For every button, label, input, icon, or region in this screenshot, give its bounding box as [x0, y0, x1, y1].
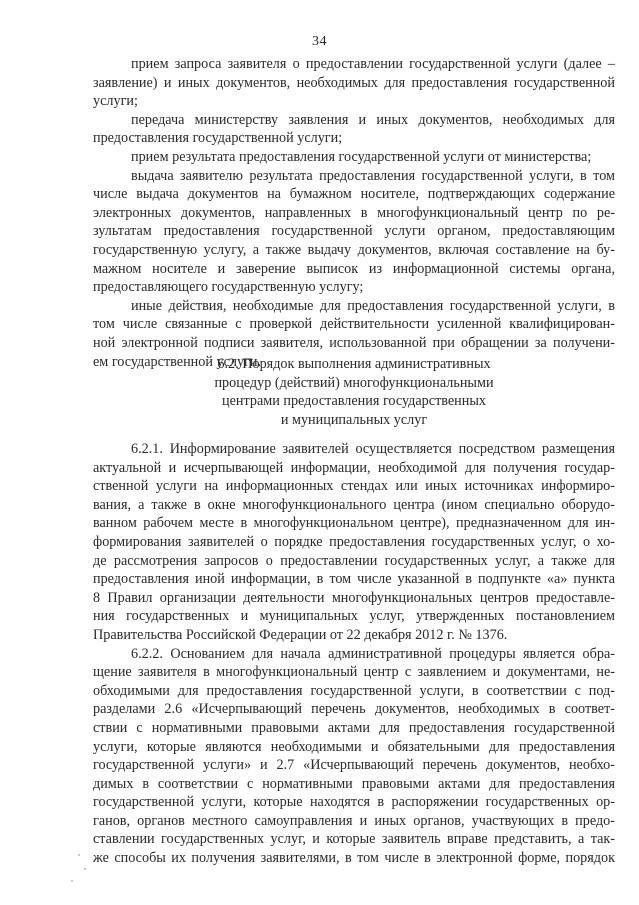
text-line: де рассмотрения запросов о предоставлении государственных услуг, а также для [93, 552, 615, 569]
page-number: 34 [312, 34, 327, 49]
text-line: ния государственных и муниципальных услуг, утвержденных постановлением [93, 608, 615, 625]
heading-line: и муниципальных услуг [280, 411, 428, 428]
text-line: услуги, которые являются необходимыми и обязательными для предоставления [93, 738, 615, 755]
text-line: димых в соответствии с нормативными правовыми актами для предоставления [93, 775, 615, 792]
text-line: государственной услуги, которые находятся в распоряжении государственных ор- [93, 794, 615, 811]
text-line: 6.2.2. Основанием для начала административной процедуры является обра- [131, 645, 615, 662]
text-line: прием запроса заявителя о предоставлении государственной услуги (далее – [131, 56, 615, 72]
text-line: 6.2.1. Информирование заявителей осуществляется посредством размещения [131, 441, 615, 457]
text-line: разделами 2.6 «Исчерпывающий перечень документов, необходимых в соответ- [93, 701, 615, 718]
text-line: предоставления иной информации, в том числе указанной в подпункте «а» пункта [93, 571, 615, 588]
text-line: щение заявителя в многофункциональный центр с заявлением и документами, не- [93, 664, 615, 681]
heading-line: 6.2. Порядок выполнения административных [217, 356, 491, 372]
text-line: 8 Правил организации деятельности многофункциональных центров предоставле- [93, 589, 615, 606]
text-line: же способы их получения заявителями, в том числе в электронной форме, порядок [93, 850, 615, 867]
text-line: актуальной и исчерпывающей информации, необходимой для получения государ- [93, 459, 615, 476]
text-line: ной электронной подписи заявителя, использованной при обращении за получени- [93, 334, 615, 351]
text-line: ем государственной услуги. [93, 353, 262, 370]
text-line: вания, а также в окне многофункционального центра (ином специально оборудо- [93, 496, 615, 513]
text-line: предоставления государственной услуги; [93, 130, 343, 147]
text-line: заявление) и иных документов, необходимых для предоставления государственной [93, 74, 615, 91]
text-line: том числе связанные с проверкой действительности усиленной квалифицирован- [93, 316, 615, 333]
scan-speck [84, 868, 86, 870]
scan-speck [71, 880, 73, 882]
text-line: предоставляющего государственную услугу; [93, 279, 364, 296]
text-line: прием результата предоставления государственной услуги от министерства; [131, 148, 592, 165]
text-line: формирования заявителей о порядке предоставления государственных услуг, о хо- [93, 533, 615, 550]
text-line: передача министерству заявления и иных документов, необходимых для [131, 111, 615, 128]
text-line: зультатам предоставления государственной услуги органом, предоставляющим [93, 223, 615, 240]
text-line: ванном рабочем месте в многофункциональном центре), предназначенном для ин- [93, 515, 615, 532]
text-line: иные действия, необходимые для предоставления государственной услуги, в [131, 297, 615, 314]
text-line: ствии с нормативными правовыми актами для предоставления государственной [93, 719, 615, 736]
scan-speck [78, 854, 80, 856]
text-line: Правительства Российской Федерации от 22 декабря 2012 г. № 1376. [93, 626, 508, 643]
text-line: электронных документов, направленных в многофункциональный центр по ре- [93, 204, 615, 221]
text-line: ставлении государственных услуг, и которые заявитель вправе представить, а так- [93, 831, 615, 848]
text-line: ганов, органов местного самоуправления и иных органов, участвующих в предо- [93, 812, 615, 829]
text-line: числе выдача документов на бумажном носителе, подтверждающих содержание [93, 186, 615, 203]
text-line: государственной услуги» и 2.7 «Исчерпывающий перечень документов, необхо- [93, 757, 615, 774]
text-line: выдача заявителю результата предоставления государственной услуги, в том [131, 167, 615, 184]
text-line: обходимыми для предоставления государственной услуги, в соответствии с под- [93, 682, 615, 699]
section-heading-6-2 [93, 355, 615, 429]
text-line: услуги; [93, 93, 138, 110]
text-line: государственную услугу, а также выдачу документов, включая составление на бу- [93, 241, 615, 258]
text-line: мажном носителе и заверение выписок из информационной системы органа, [93, 260, 615, 277]
heading-line: центрами предоставления государственных [222, 393, 486, 410]
paragraphs-section-6-1-end [93, 55, 615, 371]
text-line: ственной услуги на информационных стендах или иных источниках информиро- [93, 478, 615, 495]
heading-line: процедур (действий) многофункциональными [214, 374, 494, 391]
paragraphs-section-6-2 [93, 440, 615, 868]
